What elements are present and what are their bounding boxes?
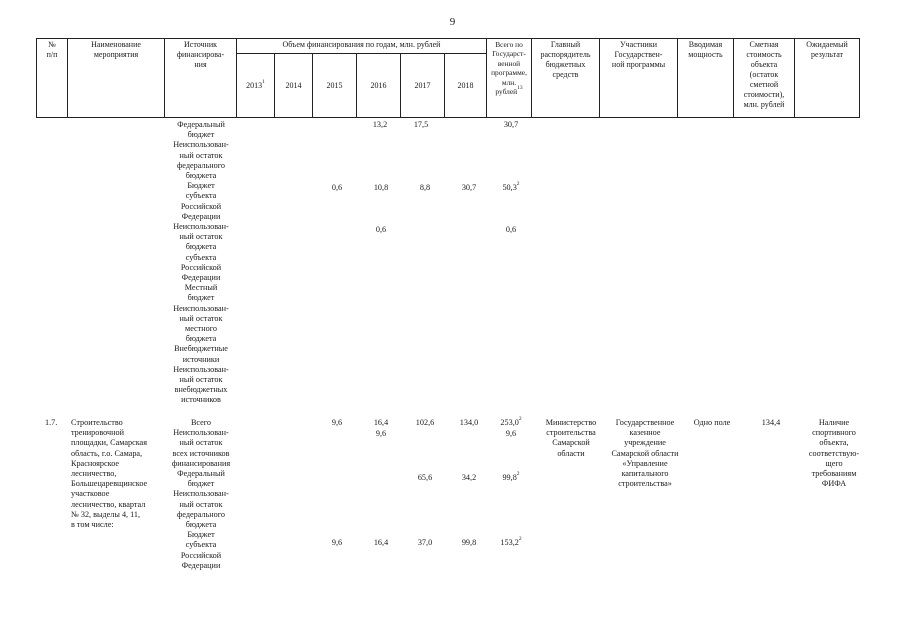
top-r2-2018: 30,7 [461, 183, 477, 192]
item-1-7-name: Строительство тренировочной площадки, Самарская область, г.о. Самара, Красноярское лесничество, Большецаревщинское участковое лесничество, квартал № 32, выделы 4, 11, в том числе: [71, 418, 148, 530]
header-year-2015: 2015 [313, 54, 357, 118]
item-r4-2018: 99,8 [461, 538, 477, 547]
item-r3-total-value: 99,8 [502, 473, 517, 482]
top-r3-2016: 0,6 [375, 225, 387, 234]
item-1-7-cost: 134,4 [761, 418, 781, 427]
year-2013-note: 1 [262, 78, 265, 85]
item-1-7-sources: Всего Неиспользован- ный остаток всех источников финансирования Федеральный бюджет Неиспользован- ный остаток федерального бюджета Бюджет субъекта Российской Федерации [171, 418, 231, 570]
item-r1-total [490, 418, 532, 428]
top-r1-total: 30,7 [503, 120, 519, 129]
header-year-2013 [237, 54, 275, 118]
item-r4-2015: 9,6 [331, 538, 343, 547]
item-1-7-participants: Государственное казенное учреждение Самарской области «Управление капитального строительства» [611, 418, 679, 489]
page-number: 9 [449, 16, 456, 28]
header-total-label: Всего по Государст- венной программе, млн. рублей [491, 40, 527, 97]
header-name: Наименование мероприятия [68, 39, 165, 118]
item-r1-total-value: 253,0 [500, 418, 519, 427]
header-cost: Сметная стоимость объекта (остаток сметной стоимости), млн. рублей [734, 39, 795, 118]
top-r1-2016: 13,2 [372, 120, 388, 129]
header-capacity: Вводимая мощность [678, 39, 734, 118]
top-r2-total [490, 183, 532, 193]
item-r4-2016: 16,4 [373, 538, 389, 547]
header-year-2018: 2018 [445, 54, 487, 118]
item-r1-2018: 134,0 [459, 418, 479, 427]
item-r4-2017: 37,0 [417, 538, 433, 547]
item-r2-total: 9,6 [505, 429, 517, 438]
header-result: Ожидаемый результат [795, 39, 860, 118]
header-year-2014: 2014 [275, 54, 313, 118]
item-r4-total-note: 2 [518, 536, 522, 542]
top-r2-2016: 10,8 [373, 183, 389, 192]
header-total-note: 13 [517, 85, 523, 92]
header-table [36, 38, 860, 118]
item-r4-total-value: 153,2 [500, 538, 519, 547]
item-r3-total-note: 2 [516, 471, 520, 477]
item-r3-2018: 34,2 [461, 473, 477, 482]
header-year-2016: 2016 [357, 54, 401, 118]
item-r4-total [490, 538, 532, 548]
top-r3-total: 0,6 [505, 225, 517, 234]
item-1-7-capacity: Одно поле [693, 418, 731, 427]
header-source: Источник финансирова- ния [165, 39, 237, 118]
item-r3-total [490, 473, 532, 483]
item-r1-total-note: 2 [518, 416, 522, 422]
header-manager: Главный распорядитель бюджетных средств [532, 39, 600, 118]
header-year-2017: 2017 [401, 54, 445, 118]
top-r2-2017: 8,8 [419, 183, 431, 192]
item-1-7-manager: Министерство строительства Самарской области [545, 418, 597, 458]
top-sources: Федеральный бюджет Неиспользован- ный остаток федерального бюджета Бюджет субъекта Российской Федерации Неиспользован- ный остаток бюджета субъекта Российской Федерации Местный бюджет Неиспользован- ный остаток местного бюджета Внебюджетные источники Неиспользован- ный остаток внебюджетных источников [173, 120, 229, 405]
top-r2-2015: 0,6 [331, 183, 343, 192]
top-r1-2017: 17,5 [413, 120, 429, 129]
item-r3-2017: 65,6 [417, 473, 433, 482]
item-r1-2017: 102,6 [415, 418, 435, 427]
header-volume: Объем финансирования по годам, млн. рублей [237, 39, 487, 54]
year-2013-label: 2013 [246, 80, 263, 90]
header-total [487, 39, 532, 118]
item-r1-2015: 9,6 [331, 418, 343, 427]
item-1-7-result: Наличие спортивного объекта, соответствую- щего требованиям ФИФА [808, 418, 860, 489]
top-r2-total-value: 50,3 [502, 183, 517, 192]
item-1-7-num: 1.7. [45, 418, 58, 427]
item-r2-2016: 9,6 [375, 429, 387, 438]
header-num: № п/п [37, 39, 68, 118]
top-r2-total-note: 2 [516, 181, 520, 187]
item-r1-2016: 16,4 [373, 418, 389, 427]
header-participants: Участники Государствен- ной программы [600, 39, 678, 118]
